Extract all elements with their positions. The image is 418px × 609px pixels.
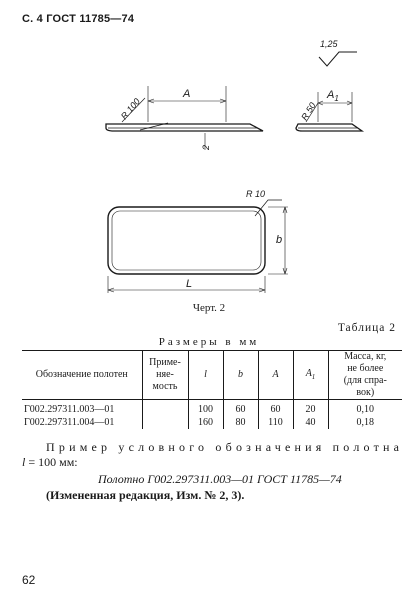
roughness-value: 1,25 [320,39,338,49]
cell-b: 80 [223,416,258,429]
cell-designation: Г002.297311.003—01 [22,400,142,417]
cell-l: 160 [188,416,223,429]
radius-100-label: R 100 [118,96,142,122]
header-mass: Масса, кг, не более (для спра- вок) [328,351,402,400]
thickness-label: 2 [201,144,211,150]
table-header-row [22,351,402,400]
cell-a1: 20 [293,400,328,417]
radius-10-label: R 10 [246,189,266,199]
cell-mass: 0,10 [356,404,374,415]
cell-a: 110 [258,416,293,429]
dimension-a-label: A [183,88,191,100]
width-b-label: b [276,234,283,246]
roughness-symbol [319,52,357,66]
page-header: С. 4 ГОСТ 11785—74 [22,13,135,25]
header-applicability: Приме- няе- мость [142,351,188,400]
table-title: Таблица 2 [337,322,396,334]
header-a1: $A_1$ [293,351,328,400]
cell-applicability [142,416,188,429]
cell-b: 60 [223,400,258,417]
blade-side-view [106,124,263,131]
cell-applicability [142,400,188,417]
example-designation: Полотно Г002.297311.003—01 ГОСТ 11785—74 [98,472,342,486]
table-row [22,416,402,429]
dimensions-table [22,350,402,429]
cell-l: 100 [188,400,223,417]
header-b: b [223,351,258,400]
sizes-title: Размеры в мм [158,336,260,348]
example-length: l = 100 мм: [22,455,78,469]
length-l-label: L [186,278,193,290]
page-number: 62 [22,573,36,587]
header-designation: Обозначение полотен [22,351,142,400]
dimension-a1-label: $A_1$ [327,89,339,103]
cell-designation: Г002.297311.004—01 [22,416,142,429]
radius-50-label: R 50 [299,100,318,123]
amendment-note: (Измененная редакция, Изм. № 2, 3). [46,488,245,502]
cell-a: 60 [258,400,293,417]
header-a: A [258,351,293,400]
example-heading: Пример условного обозначения полотна [46,440,404,454]
figure-caption: Черт. 2 [192,302,226,314]
header-l: l [188,351,223,400]
blade-plan-view [108,207,265,274]
blade-small-side-view [296,124,362,131]
cell-a1: 40 [293,416,328,429]
table-row [22,400,402,417]
cell-mass: 0,18 [356,417,374,428]
